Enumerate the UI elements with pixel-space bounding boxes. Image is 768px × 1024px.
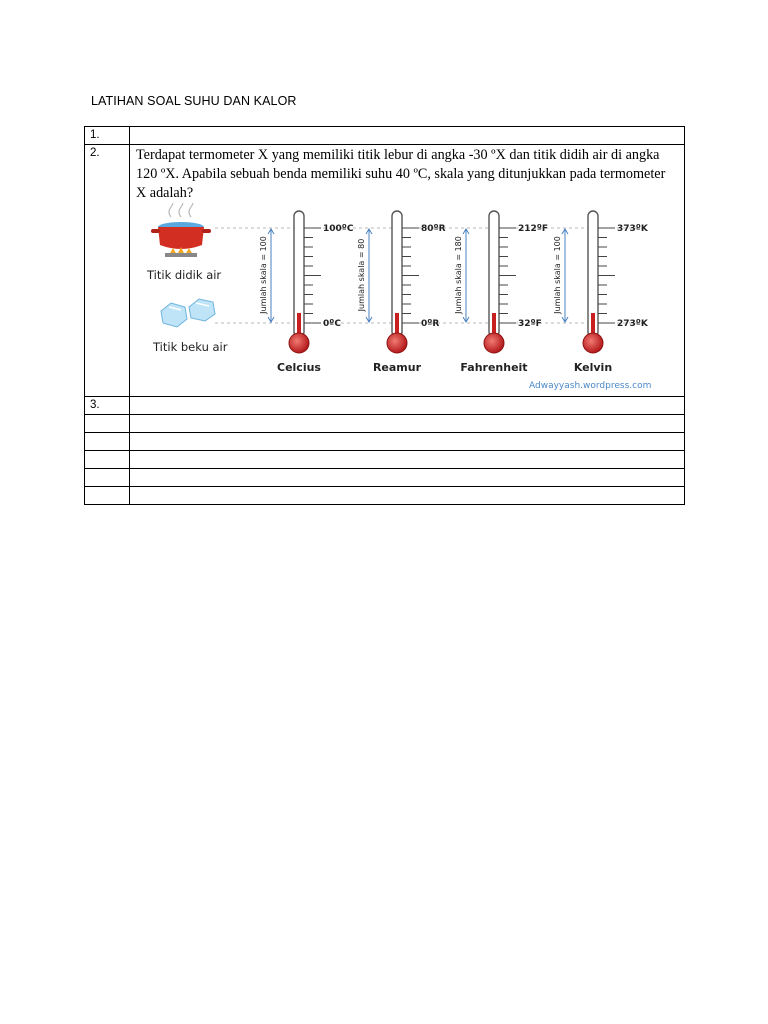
- row-content: [130, 145, 685, 397]
- thermometer-bottom-label: 0ºR: [421, 319, 440, 329]
- table-row: [85, 127, 685, 145]
- thermometer-top-label: 373ºK: [617, 224, 648, 234]
- row-content: [130, 451, 685, 469]
- table-row: [85, 487, 685, 505]
- thermometer-bottom-label: 0ºC: [323, 319, 341, 329]
- boiling-label: Titik didik air: [147, 268, 222, 282]
- row-number: [85, 415, 130, 433]
- thermometer-top-label: 80ºR: [421, 224, 446, 234]
- thermometer: [454, 211, 548, 374]
- table-row: [85, 433, 685, 451]
- figure-credit: Adwayyash.wordpress.com: [529, 381, 652, 391]
- row-number: 2.: [85, 145, 130, 397]
- row-number: [85, 433, 130, 451]
- row-content: [130, 397, 685, 415]
- thermometer-range-label: Jumlah skala = 180: [454, 236, 463, 314]
- row-number: 1.: [85, 127, 130, 145]
- row-number: [85, 487, 130, 505]
- thermometer-range-label: Jumlah skala = 100: [553, 236, 562, 314]
- thermometer-range-label: Jumlah skala = 80: [357, 238, 366, 312]
- table-row: [85, 397, 685, 415]
- question-text: Terdapat termometer X yang memiliki titik lebur di angka -30 ºX dan titik didih air di angka 120 ºX. Apabila sebuah benda memiliki suhu 40 ºC, skala yang ditunjukkan pada termometer X adalah?: [136, 147, 666, 201]
- thermometer-bottom-label: 32ºF: [518, 319, 542, 329]
- thermometer-bottom-label: 273ºK: [617, 319, 648, 329]
- thermometer-name: Reamur: [372, 361, 422, 374]
- row-number: 3.: [85, 397, 130, 415]
- row-content: [130, 415, 685, 433]
- page-title: LATIHAN SOAL SUHU DAN KALOR: [91, 94, 297, 108]
- row-content: [130, 469, 685, 487]
- table-row: [85, 415, 685, 433]
- row-number: [85, 451, 130, 469]
- thermometer-range-label: Jumlah skala = 100: [259, 236, 268, 314]
- thermometer-name: Kelvin: [573, 361, 613, 374]
- boiling-pot-icon: [151, 203, 211, 257]
- thermometer: [259, 211, 354, 374]
- freezing-label: Titik beku air: [153, 340, 228, 354]
- ice-cube-icon: [161, 299, 215, 327]
- table-row: [85, 451, 685, 469]
- row-content: [130, 127, 685, 145]
- thermometer-name: Fahrenheit: [460, 361, 528, 374]
- thermometer-figure: [133, 203, 653, 393]
- row-number: [85, 469, 130, 487]
- row-content: [130, 433, 685, 451]
- table-row: [85, 469, 685, 487]
- row-content: [130, 487, 685, 505]
- thermometer-name: Celcius: [277, 361, 321, 374]
- question-table: [84, 126, 685, 505]
- thermometer: [357, 211, 446, 374]
- thermometer-top-label: 100ºC: [323, 224, 354, 234]
- thermometer: [553, 211, 649, 374]
- table-row: [85, 145, 685, 397]
- thermometer-top-label: 212ºF: [518, 224, 549, 234]
